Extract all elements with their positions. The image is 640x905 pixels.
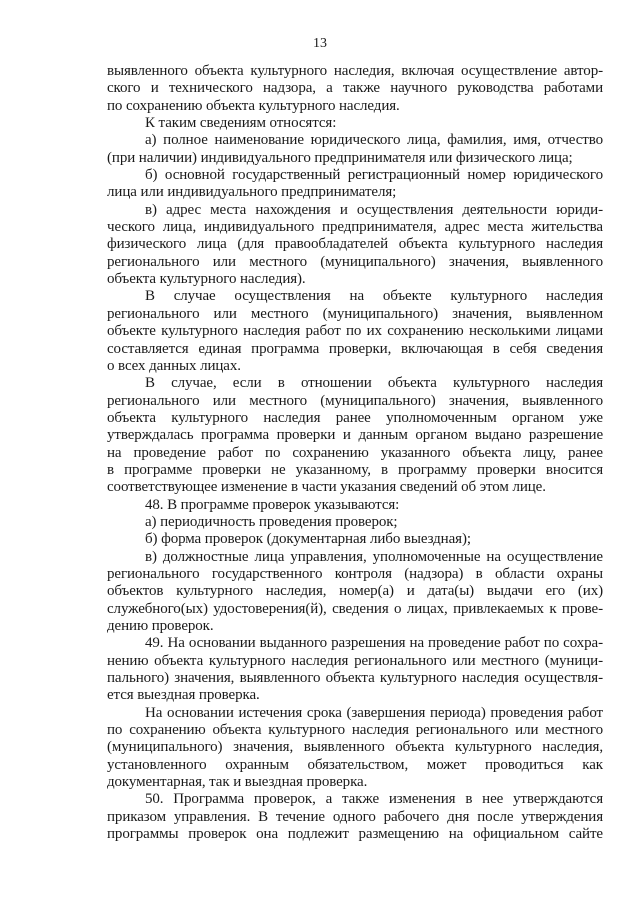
text-line: нению объекта культурного наследия регионального или местного (муници- (107, 652, 603, 669)
text-line: документарная, так и выездная проверка. (107, 774, 368, 791)
text-line: б) форма проверок (документарная либо выездная); (145, 531, 471, 548)
text-line: дению проверок. (107, 618, 214, 634)
text-line: объекта культурного наследия ранее уполномоченным органом уже (107, 409, 603, 426)
text-line: соответствующее изменение в части указания сведений об этом лице. (107, 479, 546, 496)
text-line: на проведение работ по сохранению указанного объекта лицу, ранее (107, 444, 603, 461)
text-line: о всех данных лицах. (107, 357, 241, 374)
text-line: 48. В программе проверок указываются: (145, 496, 400, 513)
text-line: регионального государственного контроля (надзора) в области охраны (107, 565, 603, 582)
text-line: объекта культурного наследия). (107, 271, 306, 288)
text-line: регионального или местного (муниципального) значения, выявленном (107, 305, 603, 322)
text-line: а) полное наименование юридического лица, фамилия, имя, отчество (145, 132, 603, 149)
text-line: регионального или местного (муниципального) значения, выявленного (107, 392, 603, 409)
text-line: б) основной государственный регистрационный номер юридического (145, 167, 603, 184)
text-line: выявленного объекта культурного наследия, включая осуществление автор- (107, 63, 603, 79)
text-line: На основании истечения срока (завершения периода) проведения работ (145, 704, 603, 721)
text-line: утверждалась программа проверки и данным органом выдано разрешение (107, 427, 603, 444)
text-line: по сохранению объекта культурного наследия. (107, 97, 400, 114)
text-line: приказом управления. В течение одного рабочего дня после утверждения (107, 808, 603, 825)
text-line: по сохранению объекта культурного наследия регионального или местного (107, 722, 603, 739)
text-line: а) периодичность проведения проверок; (145, 513, 398, 530)
text-line: ского и технического надзора, а также научного руководства работами (107, 80, 603, 97)
text-line: К таким сведениям относятся: (145, 115, 337, 132)
text-line: регионального или местного (муниципального) значения, выявленного (107, 253, 603, 270)
text-line: 50. Программа проверок, а также изменения в нее утверждаются (145, 791, 603, 808)
document-body (107, 63, 603, 843)
text-line: лица или индивидуального предпринимателя; (107, 184, 397, 201)
text-line: служебного(ых) удостоверения(й), сведения о лицах, привлекаемых к прове- (107, 600, 603, 617)
text-line: в программе проверки не указанному, в программу проверки вносится (107, 461, 603, 478)
text-line: В случае, если в отношении объекта культурного наследия (145, 375, 603, 392)
text-line: установленного охранным обязательством, может проводиться как (107, 756, 603, 773)
text-line: физического лица (для правообладателей объекта культурного наследия (107, 236, 603, 253)
text-line: объекте культурного наследия работ по их сохранению несколькими лицами (107, 323, 603, 340)
text-line: ется выездная проверка. (107, 687, 260, 704)
text-line: программы проверок она подлежит размещению на официальном сайте (107, 826, 603, 843)
text-line: (при наличии) индивидуального предпринимателя или физического лица; (107, 149, 573, 166)
text-line: (муниципального) значения, выявленного объекта культурного наследия, (107, 739, 603, 756)
text-line: составляется единая программа проверки, включающая в себя сведения (107, 340, 603, 357)
text-line: 49. На основании выданного разрешения на проведение работ по сохра- (145, 635, 603, 652)
text-line: В случае осуществления на объекте культурного наследия (145, 288, 603, 305)
text-line: объектов культурного наследия, номер(а) и дата(ы) выдачи его (их) (107, 583, 603, 600)
text-line: пального) значения, выявленного объекта культурного наследия осуществля- (107, 670, 603, 687)
page-number: 13 (313, 36, 327, 51)
text-line: в) адрес места нахождения и осуществления деятельности юриди- (145, 201, 603, 218)
text-line: ческого лица, индивидуального предпринимателя, адрес места жительства (107, 219, 603, 236)
text-line: в) должностные лица управления, уполномоченные на осуществление (145, 548, 603, 565)
